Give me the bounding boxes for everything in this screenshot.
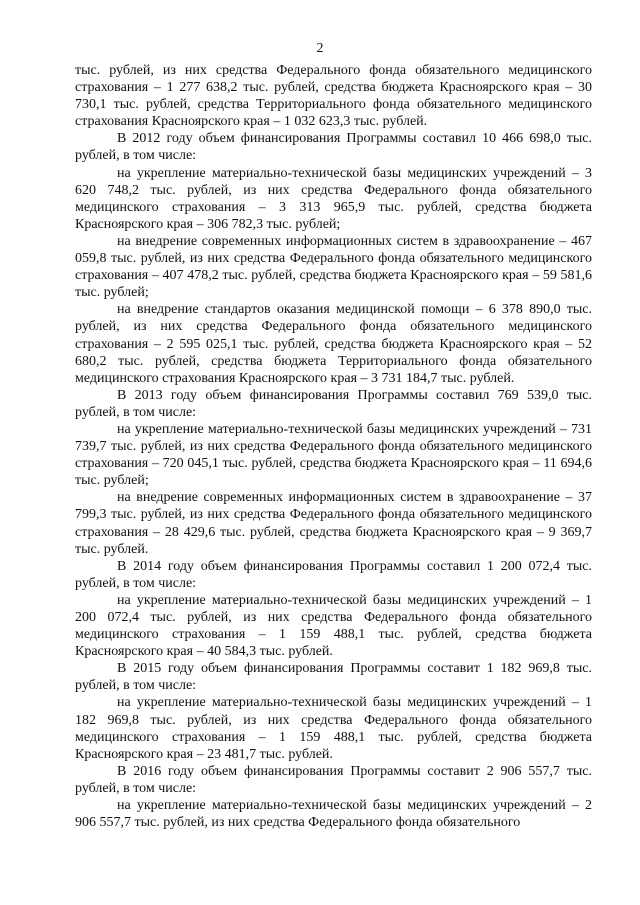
paragraph-2013-total: В 2013 году объем финансирования Программы составил 769 539,0 тыс. рублей, в том числе: [75, 387, 592, 420]
paragraph-continuation-2011: тыс. рублей, из них средства Федерального фонда обязательного медицинского страхования – 1 277 638,2 тыс. рублей, средства бюджета Красноярского края – 30 730,1 тыс. рублей, средства Территориального фонда обязательного медицинского страхования Красноярского края – 1 032 623,3 тыс. рублей. [75, 63, 592, 130]
paragraph-2015-total: В 2015 году объем финансирования Программы составит 1 182 969,8 тыс. рублей, в том числе: [75, 661, 592, 694]
paragraph-2014-material-base: на укрепление материально-технической базы медицинских учреждений – 1 200 072,4 тыс. рублей, из них средства Федерального фонда обязательного медицинского страхования – 1 159 488,1 тыс. рублей, средства бюджета Красноярского края – 40 584,3 тыс. рублей. [75, 592, 592, 660]
paragraph-2012-total: В 2012 году объем финансирования Программы составил 10 466 698,0 тыс. рублей, в том числе: [75, 131, 592, 164]
document-body [75, 62, 592, 831]
paragraph-2013-material-base: на укрепление материально-технической базы медицинских учреждений – 731 739,7 тыс. рублей, из них средства Федерального фонда обязательного медицинского страхования – 720 045,1 тыс. рублей, средства бюджета Красноярского края – 11 694,6 тыс. рублей; [75, 421, 592, 489]
paragraph-2012-care-standards: на внедрение стандартов оказания медицинской помощи – 6 378 890,0 тыс. рублей, из них средства Федерального фонда обязательного медицинского страхования – 2 595 025,1 тыс. рублей, средства бюджета Красноярского края – 52 680,2 тыс. рублей, средства бюджета Территориального фонда обязательного медицинского страхования Красноярского края – 3 731 184,7 тыс. рублей. [75, 302, 592, 386]
paragraph-2012-material-base: на укрепление материально-технической базы медицинских учреждений – 3 620 748,2 тыс. рублей, из них средства Федерального фонда обязательного медицинского страхования – 3 313 965,9 тыс. рублей, средства бюджета Красноярского края – 306 782,3 тыс. рублей; [75, 165, 592, 232]
page-number: 2 [316, 41, 324, 56]
paragraph-2015-material-base: на укрепление материально-технической базы медицинских учреждений – 1 182 969,8 тыс. рублей, из них средства Федерального фонда обязательного медицинского страхования – 1 159 488,1 тыс. рублей, средства бюджета Красноярского края – 23 481,7 тыс. рублей. [75, 695, 592, 762]
paragraph-2012-information-systems: на внедрение современных информационных систем в здравоохранение – 467 059,8 тыс. рублей, из них средства Федерального фонда обязательного медицинского страхования – 407 478,2 тыс. рублей, средства бюджета Красноярского края – 59 581,6 тыс. рублей; [75, 233, 592, 301]
paragraph-2016-total: В 2016 году объем финансирования Программы составит 2 906 557,7 тыс. рублей, в том числе: [75, 763, 592, 796]
paragraph-2016-material-base: на укрепление материально-технической базы медицинских учреждений – 2 906 557,7 тыс. рублей, из них средства Федерального фонда обязательного [75, 798, 592, 831]
paragraph-2014-total: В 2014 году объем финансирования Программы составил 1 200 072,4 тыс. рублей, в том числе: [75, 558, 592, 591]
paragraph-2013-information-systems: на внедрение современных информационных систем в здравоохранение – 37 799,3 тыс. рублей, из них средства Федерального фонда обязательного медицинского страхования – 28 429,6 тыс. рублей, средства бюджета Красноярского края – 9 369,7 тыс. рублей. [75, 490, 592, 557]
